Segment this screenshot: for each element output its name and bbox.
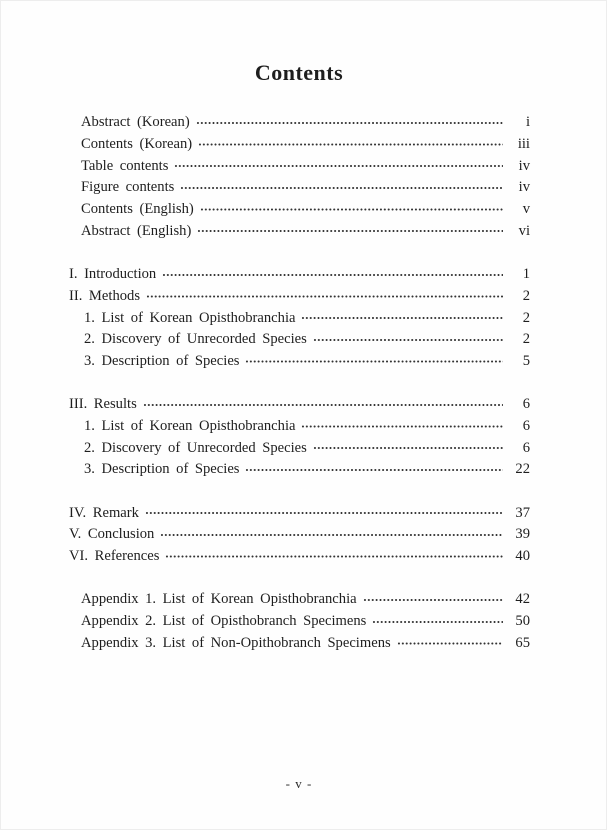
- dot-leader: [146, 286, 503, 308]
- toc-entry-page: 22: [515, 461, 530, 478]
- toc-entry-page: 1: [522, 266, 530, 283]
- dot-leader: [301, 416, 503, 438]
- toc-entry-label: 2. Discovery of Unrecorded Species: [84, 439, 307, 456]
- toc-entry: [68, 546, 530, 568]
- dot-leader: [197, 220, 503, 242]
- toc-entry: [68, 220, 530, 242]
- toc-entry: [68, 155, 530, 177]
- toc-entry: [68, 329, 530, 351]
- toc-entry: [68, 437, 530, 459]
- toc-block-appendices: [68, 589, 530, 654]
- toc-entry: [68, 264, 530, 286]
- toc-entry-page: 65: [515, 634, 530, 651]
- toc-entry-page: 6: [522, 439, 530, 456]
- dot-leader: [196, 112, 503, 134]
- toc-block-remark-conclusion-references: [68, 502, 530, 567]
- toc-entry-label: V. Conclusion: [69, 526, 155, 543]
- dot-leader: [160, 524, 503, 546]
- toc-entry-page: 5: [522, 352, 530, 369]
- toc-entry-label: II. Methods: [69, 287, 141, 304]
- toc-entry: [68, 416, 530, 438]
- toc-entry-label: 1. List of Korean Opisthobranchia: [84, 309, 296, 326]
- dot-leader: [363, 589, 503, 611]
- toc-entry: [68, 524, 530, 546]
- toc-entry-page: 42: [515, 591, 530, 608]
- toc-entry-label: Contents (Korean): [81, 136, 193, 153]
- toc-entry: [68, 177, 530, 199]
- dot-leader: [165, 546, 503, 568]
- toc-entry: [68, 502, 530, 524]
- dot-leader: [200, 199, 503, 221]
- toc-entry-page: 2: [522, 287, 530, 304]
- toc-entry: [68, 199, 530, 221]
- toc-entry-page: 2: [522, 331, 530, 348]
- toc-entry: [68, 307, 530, 329]
- toc-entry-page: 2: [522, 309, 530, 326]
- toc-entry-label: I. Introduction: [69, 266, 157, 283]
- page-number-footer: - v -: [285, 776, 313, 791]
- dot-leader: [313, 329, 503, 351]
- dot-leader: [198, 134, 503, 156]
- dot-leader: [145, 502, 503, 524]
- dot-leader: [180, 177, 503, 199]
- dot-leader: [372, 611, 503, 633]
- toc-entry: [68, 286, 530, 308]
- toc-entry-page: vi: [518, 222, 530, 239]
- toc-entry-label: Abstract (Korean): [81, 114, 190, 131]
- toc-entry-label: Figure contents: [81, 179, 175, 196]
- toc-entry-label: 1. List of Korean Opisthobranchia: [84, 417, 296, 434]
- toc-entry-page: 6: [522, 396, 530, 413]
- toc-entry: [68, 112, 530, 134]
- dot-leader: [143, 394, 503, 416]
- dot-leader: [174, 155, 503, 177]
- toc-entry-page: 37: [515, 504, 530, 521]
- dot-leader: [162, 264, 503, 286]
- toc-entry-label: 3. Description of Species: [84, 352, 240, 369]
- toc-entry-label: VI. References: [69, 548, 160, 565]
- toc-entry-page: 50: [515, 613, 530, 630]
- toc-entry-label: 3. Description of Species: [84, 461, 240, 478]
- toc-entry-page: iv: [518, 179, 530, 196]
- toc-entry-label: Abstract (English): [81, 222, 192, 239]
- toc-entry-page: iii: [517, 136, 530, 153]
- toc-entry-label: Contents (English): [81, 201, 194, 218]
- toc-entry-page: 39: [515, 526, 530, 543]
- toc-entry: [68, 351, 530, 373]
- page-content: [68, 1, 530, 654]
- toc-entry: [68, 134, 530, 156]
- page-title: Contents: [254, 60, 344, 85]
- toc-entry-page: 40: [515, 548, 530, 565]
- toc-entry-page: iv: [518, 157, 530, 174]
- dot-leader: [397, 633, 503, 655]
- toc-entry-label: III. Results: [69, 396, 137, 413]
- toc-entry-label: IV. Remark: [69, 504, 139, 521]
- toc-block-front-matter: [68, 112, 530, 242]
- toc-entry: [68, 589, 530, 611]
- dot-leader: [245, 351, 503, 373]
- toc-entry: [68, 459, 530, 481]
- toc-entry-label: Appendix 3. List of Non-Opithobranch Specimens: [81, 634, 391, 651]
- dot-leader: [245, 459, 503, 481]
- toc-entry-label: Table contents: [81, 157, 169, 174]
- toc-entry: [68, 611, 530, 633]
- table-of-contents: [68, 112, 530, 654]
- toc-entry-label: Appendix 1. List of Korean Opisthobranchia: [81, 591, 357, 608]
- toc-entry-page: 6: [522, 417, 530, 434]
- toc-entry-label: Appendix 2. List of Opisthobranch Specimens: [81, 613, 367, 630]
- dot-leader: [313, 437, 503, 459]
- toc-entry-page: v: [522, 201, 530, 218]
- toc-entry: [68, 394, 530, 416]
- dot-leader: [301, 307, 503, 329]
- toc-entry-page: i: [525, 114, 530, 131]
- toc-block-intro-methods: [68, 264, 530, 372]
- toc-entry: [68, 633, 530, 655]
- toc-entry-label: 2. Discovery of Unrecorded Species: [84, 331, 307, 348]
- toc-block-results: [68, 394, 530, 481]
